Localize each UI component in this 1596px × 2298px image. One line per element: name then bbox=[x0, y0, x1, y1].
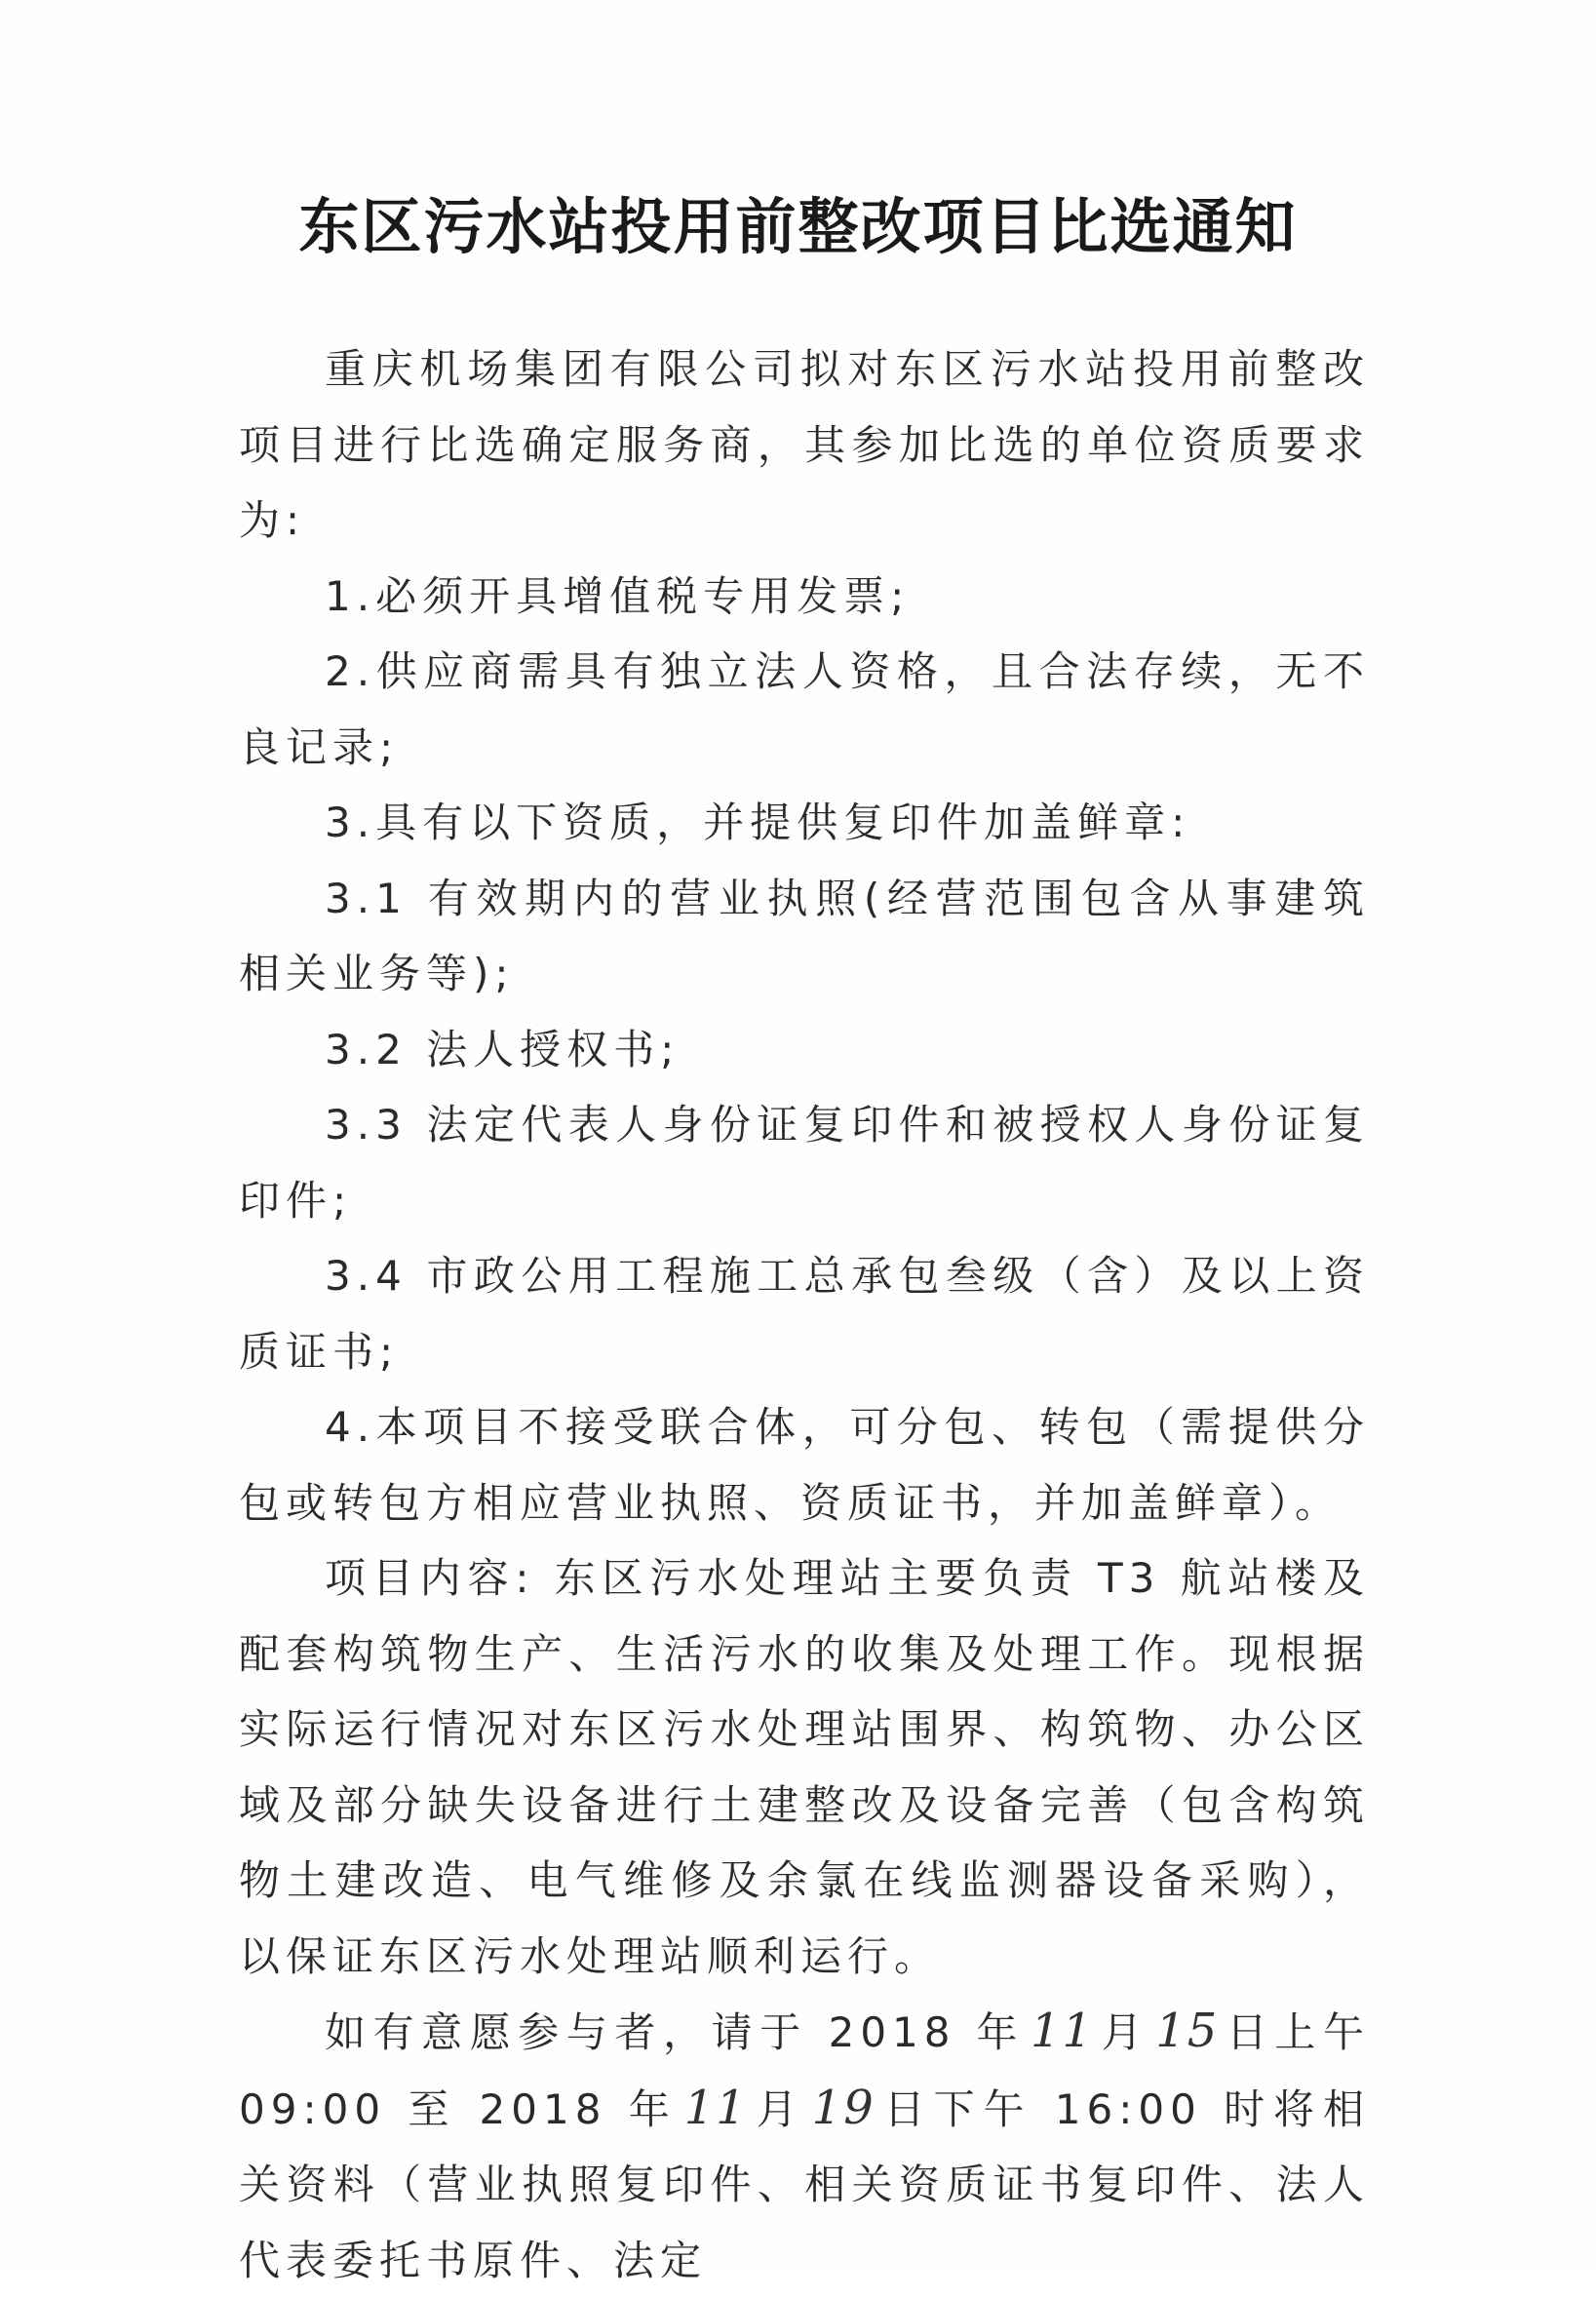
handwritten-start-month: 11 bbox=[1030, 2004, 1095, 2058]
requirement-4: 4.本项目不接受联合体，可分包、转包（需提供分包或转包方相应营业执照、资质证书，并加盖鲜章）。 bbox=[239, 1403, 1370, 1527]
handwritten-end-day: 19 bbox=[811, 2080, 876, 2135]
requirement-3-4: 3.4 市政公用工程施工总承包叁级（含）及以上资质证书; bbox=[239, 1252, 1370, 1376]
requirement-1: 1.必须开具增值税专用发票; bbox=[325, 571, 911, 620]
deadline-text-5: 日下午 16:00 时将相关资料（营业执照复印件、相关资质证书复印件、法人代表委托书原件、法定 bbox=[239, 2084, 1370, 2284]
requirement-3-3: 3.3 法定代表人身份证复印件和被授权人身份证复印件; bbox=[239, 1101, 1370, 1225]
deadline-text-1: 如有意愿参与者，请于 2018 年 bbox=[325, 2008, 1025, 2056]
document-body bbox=[239, 331, 1370, 2298]
deadline-text-2: 月 bbox=[1100, 2008, 1150, 2056]
handwritten-end-month: 11 bbox=[683, 2080, 748, 2135]
deadline-paragraph bbox=[239, 1994, 1370, 2298]
deadline-text-3: 日上午 09:00 至 2018 年 bbox=[239, 2008, 1370, 2133]
requirement-3-1: 3.1 有效期内的营业执照(经营范围包含从事建筑相关业务等); bbox=[239, 874, 1370, 997]
requirement-3-2: 3.2 法人授权书; bbox=[325, 1025, 681, 1073]
intro-paragraph: 重庆机场集团有限公司拟对东区污水站投用前整改项目进行比选确定服务商，其参加比选的单位资质要求为: bbox=[239, 345, 1370, 544]
project-content-paragraph: 项目内容: 东区污水处理站主要负责 T3 航站楼及配套构筑物生产、生活污水的收集及处理工作。现根据实际运行情况对东区污水处理站围界、构筑物、办公区域及部分缺失设备进行土建整改及设备完善（包含构筑物土建改造、电气维修及余氯在线监测器设备采购），以保证东区污水处理站顺利运行。 bbox=[239, 1554, 1370, 1980]
deadline-text-4: 月 bbox=[753, 2084, 806, 2133]
document-title: 东区污水站投用前整改项目比选通知 bbox=[298, 191, 1298, 262]
requirement-3: 3.具有以下资质，并提供复印件加盖鲜章: bbox=[325, 798, 1191, 846]
handwritten-start-day: 15 bbox=[1155, 2004, 1220, 2058]
requirement-2: 2.供应商需具有独立法人资格，且合法存续，无不良记录; bbox=[239, 647, 1370, 771]
